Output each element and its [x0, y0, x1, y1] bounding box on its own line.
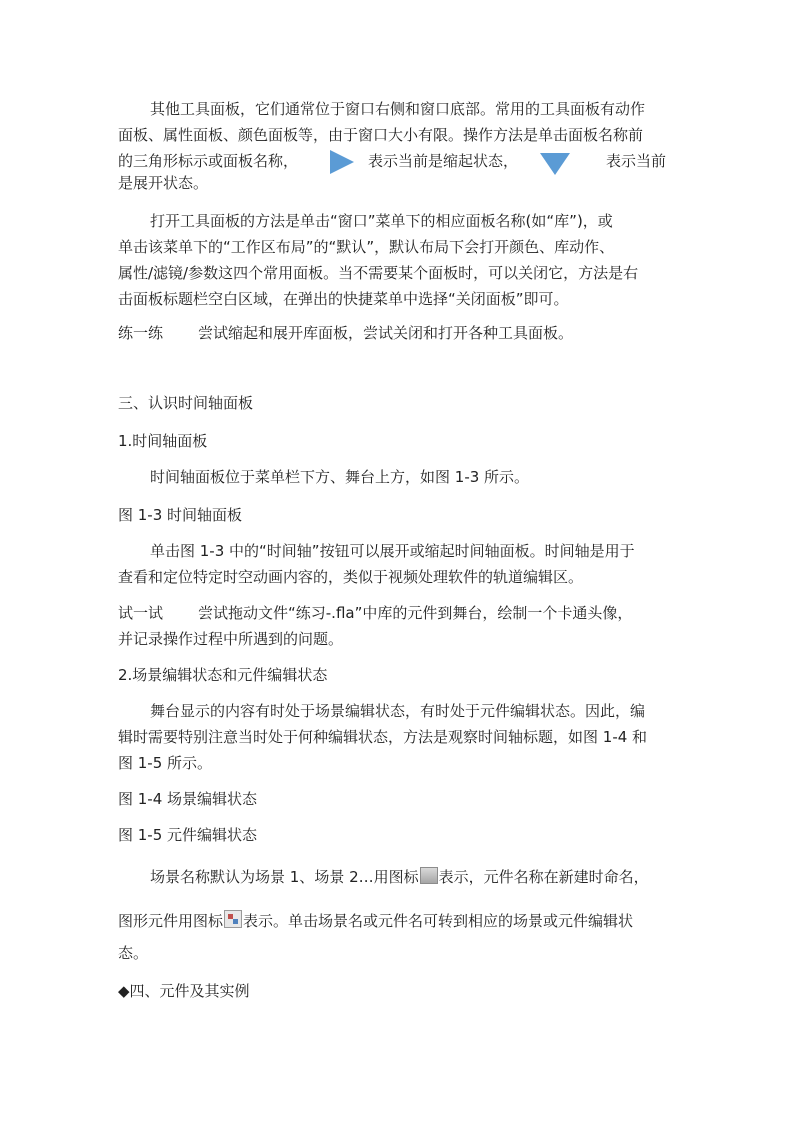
collapsed-triangle-icon	[330, 150, 354, 174]
figure-1-5-caption: 图 1-5 元件编辑状态	[118, 826, 258, 844]
para1-line3-part1: 的三角形标示或面板名称，	[118, 152, 299, 170]
para2-line3: 属性/滤镜/参数这四个常用面板。当不需要某个面板时，可以关闭它，方法是右	[118, 264, 639, 282]
para1-line3-part3: 表示当前	[606, 152, 667, 170]
practice-2-text1: 尝试拖动文件“练习-.fla”中库的元件到舞台，绘制一个卡通头像，	[198, 604, 633, 622]
sub1-heading: 1.时间轴面板	[118, 432, 208, 450]
para1-line2: 面板、属性面板、颜色面板等，由于窗口大小有限。操作方法是单击面板名称前	[118, 126, 644, 144]
scene-icon	[420, 867, 438, 884]
sub2-heading: 2.场景编辑状态和元件编辑状态	[118, 666, 328, 684]
figure-1-3-caption: 图 1-3 时间轴面板	[118, 506, 243, 524]
graphic-symbol-icon	[224, 910, 242, 928]
sub2-para2-line1-part2: 表示，元件名称在新建时命名，	[438, 868, 649, 886]
practice-1-label: 练一练	[118, 324, 164, 342]
sub1-para2-line1: 单击图 1-3 中的“时间轴”按钮可以展开或缩起时间轴面板。时间轴是用于	[150, 542, 635, 560]
sub2-para2-line2	[118, 910, 678, 932]
sub2-para2-line2-part1: 图形元件用图标	[118, 912, 224, 930]
practice-2-label: 试一试	[118, 604, 164, 622]
practice-1-text: 尝试缩起和展开库面板，尝试关闭和打开各种工具面板。	[198, 324, 574, 342]
sub2-para1-line3: 图 1-5 所示。	[118, 754, 213, 772]
para1-line3-part2: 表示当前是缩起状态，	[368, 152, 519, 170]
para2-line1: 打开工具面板的方法是单击“窗口”菜单下的相应面板名称(如“库”)，或	[150, 212, 613, 230]
para1-line1: 其他工具面板，它们通常位于窗口右侧和窗口底部。常用的工具面板有动作	[150, 100, 646, 118]
figure-1-4-caption: 图 1-4 场景编辑状态	[118, 790, 258, 808]
sub2-para2-line3: 态。	[118, 944, 149, 962]
para1-line4: 是展开状态。	[118, 174, 209, 192]
sub2-para1-line2: 辑时需要特别注意当时处于何种编辑状态，方法是观察时间轴标题，如图 1-4 和	[118, 728, 648, 746]
sub1-para1: 时间轴面板位于菜单栏下方、舞台上方，如图 1-3 所示。	[150, 468, 530, 486]
para2-line4: 击面板标题栏空白区域，在弹出的快捷菜单中选择“关闭面板”即可。	[118, 290, 569, 308]
practice-1	[118, 322, 678, 344]
para1-line3	[118, 150, 678, 172]
practice-2-line1	[118, 602, 678, 624]
section-3-heading: 三、认识时间轴面板	[118, 394, 254, 412]
sub2-para2-line2-part2: 表示。单击场景名或元件名可转到相应的场景或元件编辑状	[243, 912, 634, 930]
para2-line2: 单击该菜单下的“工作区布局”的“默认”，默认布局下会打开颜色、库动作、	[118, 238, 615, 256]
section-4-heading: ◆四、元件及其实例	[118, 982, 250, 1000]
sub2-para1-line1: 舞台显示的内容有时处于场景编辑状态，有时处于元件编辑状态。因此，编	[150, 702, 646, 720]
sub1-para2-line2: 查看和定位特定时空动画内容的，类似于视频处理软件的轨道编辑区。	[118, 568, 584, 586]
practice-2-line2: 并记录操作过程中所遇到的问题。	[118, 630, 344, 648]
sub2-para2-line1	[150, 866, 710, 888]
sub2-para2-line1-part1: 场景名称默认为场景 1、场景 2…用图标	[150, 868, 419, 886]
